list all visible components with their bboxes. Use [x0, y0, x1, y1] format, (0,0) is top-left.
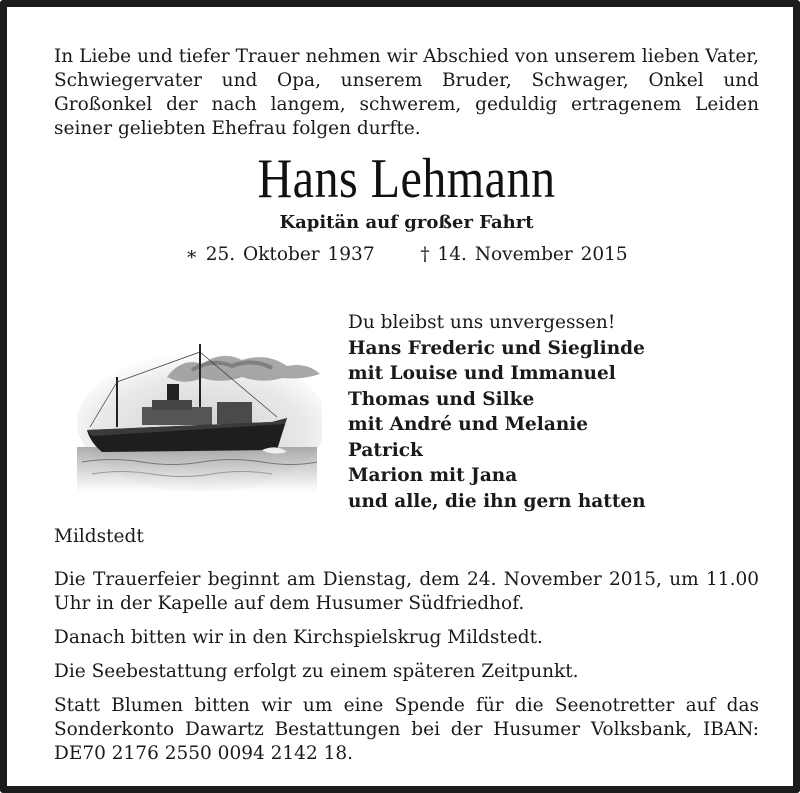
signer-name: Marion mit Jana — [348, 465, 518, 486]
signer-name: Thomas und Silke — [348, 388, 535, 410]
intro-text: In Liebe und tiefer Trauer nehmen wir Abschied von unserem lieben Vater, Schwiegervater und Opa, unserem Bruder, Schwager, Onkel und Großonkel der nach langem, schwerem, geduldig ertragenem Leiden seiner geliebten Ehefrau folgen durfte. — [54, 46, 759, 139]
birth-date: ∗ 25. Oktober 1937 — [185, 244, 375, 265]
donation-text: Statt Blumen bitten wir um eine Spende für die Seenotretter auf das Sonderkonto Dawartz Bestattungen bei der Husumer Volksbank, IBAN: DE70 2176 2550 0094 2142 18. — [54, 695, 759, 764]
place-name: Mildstedt — [54, 526, 144, 547]
farewell-line: Du bleibst uns unvergessen! — [348, 312, 616, 333]
life-dates — [54, 243, 759, 267]
deceased-title: Kapitän auf großer Fahrt — [279, 212, 534, 233]
signers-list — [348, 310, 748, 514]
signer-name: Patrick — [348, 439, 423, 461]
deceased-name: Hans Lehmann — [257, 148, 556, 210]
signer-name: mit André und Melanie — [348, 414, 589, 435]
steamship-illustration — [72, 322, 322, 492]
death-date: † 14. November 2015 — [420, 244, 628, 265]
burial-text: Die Seebestattung erfolgt zu einem späteren Zeitpunkt. — [54, 661, 579, 682]
signer-name: Hans Frederic und Sieglinde — [348, 337, 645, 359]
signer-name: und alle, die ihn gern hatten — [348, 490, 646, 512]
signer-name: mit Louise und Immanuel — [348, 363, 616, 384]
ship-and-signers — [54, 310, 759, 520]
reception-text: Danach bitten wir in den Kirchspielskrug Mildstedt. — [54, 627, 543, 648]
funeral-details — [54, 568, 759, 776]
notice-content — [54, 45, 759, 764]
ceremony-text: Die Trauerfeier beginnt am Dienstag, dem 24. November 2015, um 11.00 Uhr in der Kapelle auf dem Husumer Südfriedhof. — [54, 569, 759, 614]
